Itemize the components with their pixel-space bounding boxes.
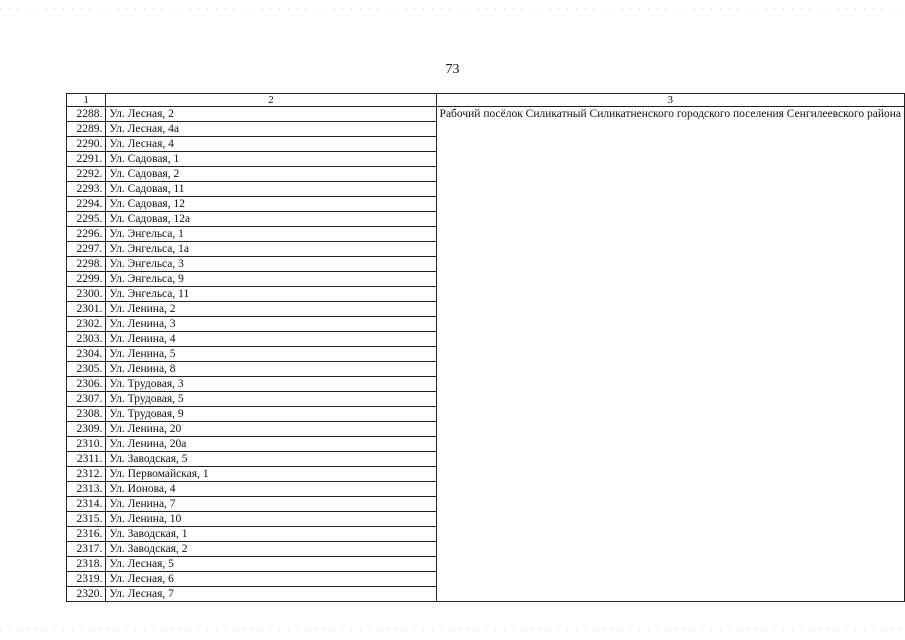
row-address: Ул. Ленина, 10 — [106, 512, 436, 527]
row-address: Ул. Ленина, 5 — [106, 347, 436, 362]
row-number: 2292. — [67, 167, 106, 182]
row-number: 2316. — [67, 527, 106, 542]
row-number: 2301. — [67, 302, 106, 317]
row-number: 2304. — [67, 347, 106, 362]
table-row — [67, 107, 905, 122]
row-number: 2313. — [67, 482, 106, 497]
row-address: Ул. Садовая, 2 — [106, 167, 436, 182]
row-address: Ул. Ленина, 2 — [106, 302, 436, 317]
scan-artifact-top — [0, 8, 905, 10]
row-address: Ул. Лесная, 7 — [106, 587, 436, 602]
row-number: 2315. — [67, 512, 106, 527]
row-number: 2290. — [67, 137, 106, 152]
row-address: Ул. Энгельса, 1а — [106, 242, 436, 257]
row-number: 2309. — [67, 422, 106, 437]
row-number: 2318. — [67, 557, 106, 572]
row-number: 2314. — [67, 497, 106, 512]
row-number: 2296. — [67, 227, 106, 242]
row-address: Ул. Садовая, 11 — [106, 182, 436, 197]
row-number: 2311. — [67, 452, 106, 467]
row-number: 2319. — [67, 572, 106, 587]
row-address: Ул. Лесная, 5 — [106, 557, 436, 572]
row-address: Ул. Ленина, 20а — [106, 437, 436, 452]
row-address: Ул. Ленина, 4 — [106, 332, 436, 347]
row-number: 2305. — [67, 362, 106, 377]
scan-artifact-bottom — [0, 628, 905, 630]
row-address: Ул. Энгельса, 11 — [106, 287, 436, 302]
row-address: Ул. Ленина, 8 — [106, 362, 436, 377]
row-number: 2293. — [67, 182, 106, 197]
table-header-row — [67, 94, 905, 107]
row-address: Ул. Ленина, 20 — [106, 422, 436, 437]
row-number: 2299. — [67, 272, 106, 287]
row-number: 2312. — [67, 467, 106, 482]
row-number: 2308. — [67, 407, 106, 422]
row-number: 2297. — [67, 242, 106, 257]
row-address: Ул. Заводская, 2 — [106, 542, 436, 557]
row-number: 2317. — [67, 542, 106, 557]
row-address: Ул. Лесная, 6 — [106, 572, 436, 587]
row-number: 2291. — [67, 152, 106, 167]
row-address: Ул. Ленина, 7 — [106, 497, 436, 512]
row-address: Ул. Энгельса, 1 — [106, 227, 436, 242]
row-address: Ул. Ленина, 3 — [106, 317, 436, 332]
settlement-cell: Рабочий посёлок Силикатный Силикатненского городского поселения Сенгилеевского района — [436, 107, 904, 602]
row-number: 2295. — [67, 212, 106, 227]
row-number: 2306. — [67, 377, 106, 392]
row-address: Ул. Энгельса, 9 — [106, 272, 436, 287]
row-address: Ул. Ионова, 4 — [106, 482, 436, 497]
row-address: Ул. Трудовая, 5 — [106, 392, 436, 407]
row-address: Ул. Лесная, 2 — [106, 107, 436, 122]
row-address: Ул. Заводская, 1 — [106, 527, 436, 542]
row-address: Ул. Лесная, 4 — [106, 137, 436, 152]
row-number: 2310. — [67, 437, 106, 452]
row-address: Ул. Садовая, 12а — [106, 212, 436, 227]
row-address: Ул. Энгельса, 3 — [106, 257, 436, 272]
row-number: 2289. — [67, 122, 106, 137]
row-number: 2307. — [67, 392, 106, 407]
row-number: 2288. — [67, 107, 106, 122]
address-table — [66, 93, 905, 602]
row-address: Ул. Трудовая, 3 — [106, 377, 436, 392]
column-header-3: 3 — [436, 94, 904, 107]
row-address: Ул. Первомайская, 1 — [106, 467, 436, 482]
column-header-2: 2 — [106, 94, 436, 107]
row-address: Ул. Лесная, 4а — [106, 122, 436, 137]
row-number: 2294. — [67, 197, 106, 212]
column-header-1: 1 — [67, 94, 106, 107]
table-body — [67, 107, 905, 602]
row-number: 2302. — [67, 317, 106, 332]
row-address: Ул. Заводская, 5 — [106, 452, 436, 467]
row-number: 2320. — [67, 587, 106, 602]
row-number: 2298. — [67, 257, 106, 272]
row-number: 2300. — [67, 287, 106, 302]
row-address: Ул. Трудовая, 9 — [106, 407, 436, 422]
row-address: Ул. Садовая, 12 — [106, 197, 436, 212]
row-address: Ул. Садовая, 1 — [106, 152, 436, 167]
page-number: 73 — [445, 62, 460, 77]
row-number: 2303. — [67, 332, 106, 347]
